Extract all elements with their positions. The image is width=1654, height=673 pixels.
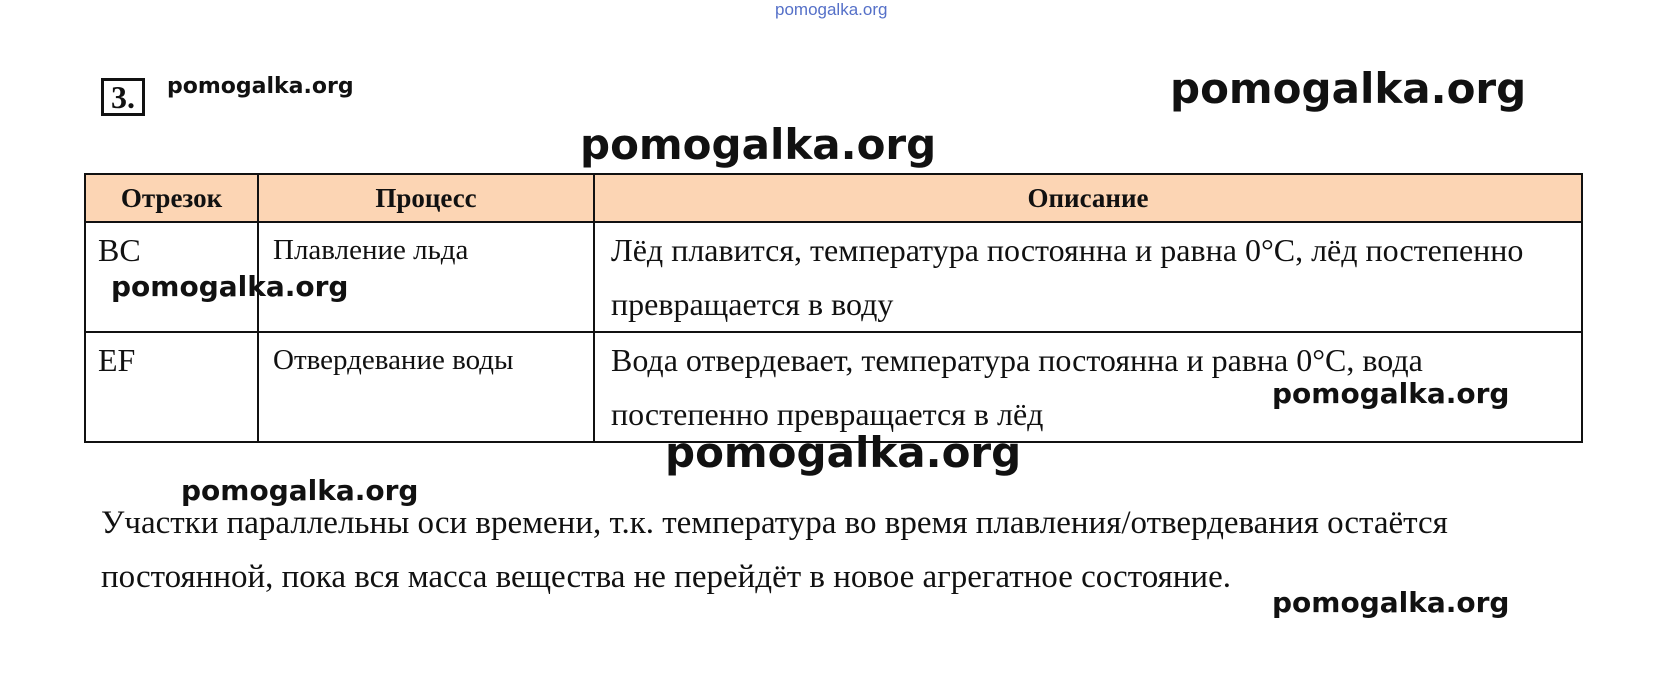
- column-header-process: Процесс: [258, 174, 594, 222]
- watermark-in-table-left: pomogalka.org: [111, 270, 349, 303]
- cell-segment: EF: [85, 332, 258, 442]
- column-header-segment: Отрезок: [85, 174, 258, 222]
- column-header-description: Описание: [594, 174, 1582, 222]
- cell-process: Отвердевание воды: [258, 332, 594, 442]
- table-header-row: [85, 174, 1582, 222]
- watermark-above-table: pomogalka.org: [580, 120, 937, 169]
- watermark-header-right: pomogalka.org: [1170, 64, 1527, 113]
- cell-segment: BC: [85, 222, 258, 332]
- watermark-in-table-right: pomogalka.org: [1272, 377, 1510, 410]
- watermark-above-note: pomogalka.org: [181, 474, 419, 507]
- cell-process: Плавление льда: [258, 222, 594, 332]
- watermark-top: pomogalka.org: [775, 0, 888, 19]
- cell-description: Лёд плавится, температура постоянна и равна 0°C, лёд постепенно превращается в воду: [594, 222, 1582, 332]
- watermark-header-small: pomogalka.org: [167, 74, 354, 99]
- watermark-bottom-right: pomogalka.org: [1272, 586, 1510, 619]
- explanation-text: Участки параллельны оси времени, т.к. температура во время плавления/отвердевания остаётся постоянной, пока вся масса вещества не перейдёт в новое агрегатное состояние.: [101, 505, 1448, 595]
- watermark-below-table: pomogalka.org: [665, 428, 1022, 477]
- cell-description: Вода отвердевает, температура постоянна и равна 0°C, вода постепенно превращается в лёд: [594, 332, 1582, 442]
- task-number: 3.: [101, 78, 145, 116]
